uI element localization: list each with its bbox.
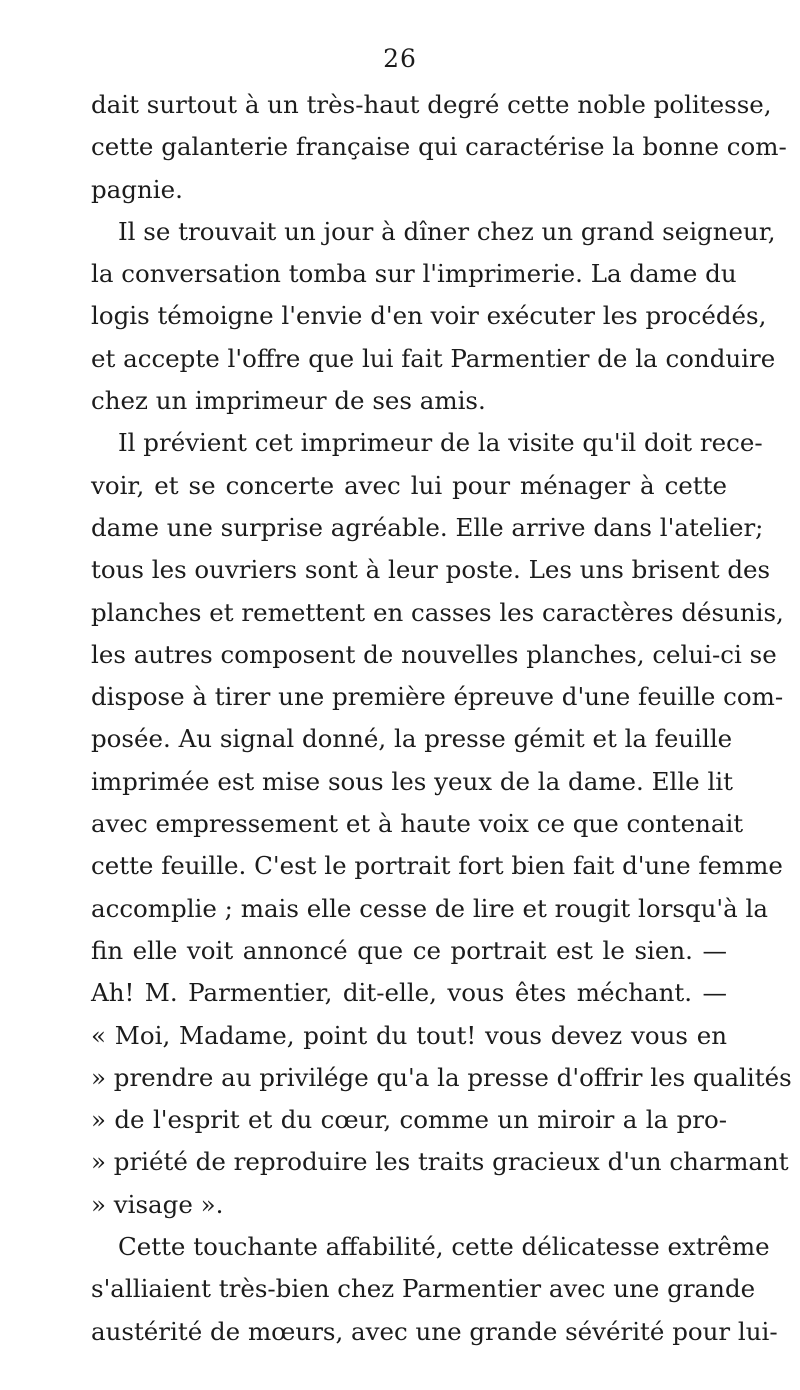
text-line: « Moi, Madame, point du tout! vous devez vous en <box>91 1020 727 1050</box>
text-line: et accepte l'offre que lui fait Parmentier de la conduire <box>91 343 776 373</box>
text-line: planches et remettent en casses les caractères désunis, <box>91 597 784 627</box>
text-line: s'alliaient très-bien chez Parmentier avec une grande <box>91 1274 756 1304</box>
text-line: posée. Au signal donné, la presse gémit et la feuille <box>91 724 733 754</box>
text-line: fin elle voit annoncé que ce portrait est le sien. — <box>91 935 727 965</box>
text-line: » priété de reproduire les traits gracieux d'un charmant <box>91 1147 789 1177</box>
text-line: cette feuille. C'est le portrait fort bien fait d'une femme <box>91 851 783 881</box>
text-line: Cette touchante affabilité, cette délicatesse extrême <box>118 1232 770 1262</box>
text-line: » visage ». <box>91 1189 224 1219</box>
text-line: cette galanterie française qui caractérise la bonne com- <box>91 132 787 162</box>
text-line: les autres composent de nouvelles planches, celui-ci se <box>91 639 777 669</box>
text-line: austérité de mœurs, avec une grande sévérité pour lui- <box>91 1316 778 1346</box>
text-line: tous les ouvriers sont à leur poste. Les uns brisent des <box>91 555 771 585</box>
text-line: imprimée est mise sous les yeux de la dame. Elle lit <box>91 766 733 796</box>
text-line: pagnie. <box>91 174 183 204</box>
text-line: Il prévient cet imprimeur de la visite qu'il doit rece- <box>118 428 763 458</box>
text-line: Il se trouvait un jour à dîner chez un grand seigneur, <box>118 216 776 246</box>
text-line: chez un imprimeur de ses amis. <box>91 386 486 416</box>
text-line: » de l'esprit et du cœur, comme un miroir a la pro- <box>91 1105 727 1135</box>
text-line: logis témoigne l'envie d'en voir exécuter les procédés, <box>91 301 767 331</box>
text-line: voir, et se concerte avec lui pour ménager à cette <box>91 470 727 500</box>
text-line: » prendre au privilége qu'a la presse d'offrir les qualités <box>91 1062 792 1092</box>
text-line: dispose à tirer une première épreuve d'une feuille com- <box>91 682 784 712</box>
text-line: la conversation tomba sur l'imprimerie. La dame du <box>91 259 737 289</box>
text-line: dait surtout à un très-haut degré cette noble politesse, <box>91 90 772 119</box>
body-text <box>91 84 792 1353</box>
text-line: Ah! M. Parmentier, dit-elle, vous êtes méchant. — <box>91 978 727 1008</box>
text-line: dame une surprise agréable. Elle arrive dans l'atelier; <box>91 512 764 542</box>
page-number: 26 <box>383 44 417 73</box>
text-line: avec empressement et à haute voix ce que contenait <box>91 809 744 839</box>
text-line: accomplie ; mais elle cesse de lire et rougit lorsqu'à la <box>91 893 768 923</box>
